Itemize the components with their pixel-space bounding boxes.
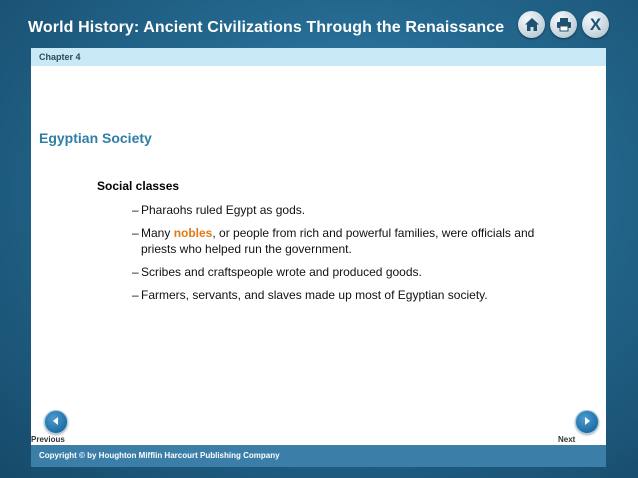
sub-bullet-text: Scribes and craftspeople wrote and produced goods. [141,265,422,279]
dash-marker: – [132,265,139,279]
main-bullet: Social classes [97,179,180,193]
previous-label[interactable]: Previous [31,435,65,444]
sub-bullet-text-start: Many [141,226,174,240]
print-button[interactable] [550,11,577,38]
chapter-bar [31,48,606,66]
slide-panel [31,48,606,445]
highlighted-term-nobles[interactable]: nobles [173,226,213,240]
previous-button[interactable] [44,410,68,434]
sub-bullet [132,287,572,303]
close-icon: X [589,15,602,34]
section-title: Egyptian Society [39,130,152,146]
copyright-text: Copyright © by Houghton Mifflin Harcourt Publishing Company [39,451,280,460]
arrow-left-icon [51,413,61,431]
printer-icon [556,17,572,32]
arrow-right-icon [582,413,592,431]
sub-bullet [132,225,572,257]
sub-bullet [132,202,572,218]
close-button[interactable] [582,11,609,38]
next-label[interactable]: Next [558,435,576,444]
sub-bullet-text: Farmers, servants, and slaves made up most of Egyptian society. [141,288,488,302]
sub-bullet-text: Pharaohs ruled Egypt as gods. [141,203,306,217]
dash-marker: – [132,226,139,240]
presentation-title: World History: Ancient Civilizations Through the Renaissance [28,19,505,36]
next-button[interactable] [575,410,599,434]
sub-bullet-list [132,202,572,310]
chapter-label: Chapter 4 [39,52,81,62]
home-icon [524,17,540,32]
dash-marker: – [132,203,139,217]
sub-bullet-text-end: , or people from rich and powerful families, were officials and priests who helped run the government. [141,226,535,256]
footer-bar [31,445,606,467]
home-button[interactable] [518,11,545,38]
dash-marker: – [132,288,139,302]
sub-bullet [132,264,572,280]
